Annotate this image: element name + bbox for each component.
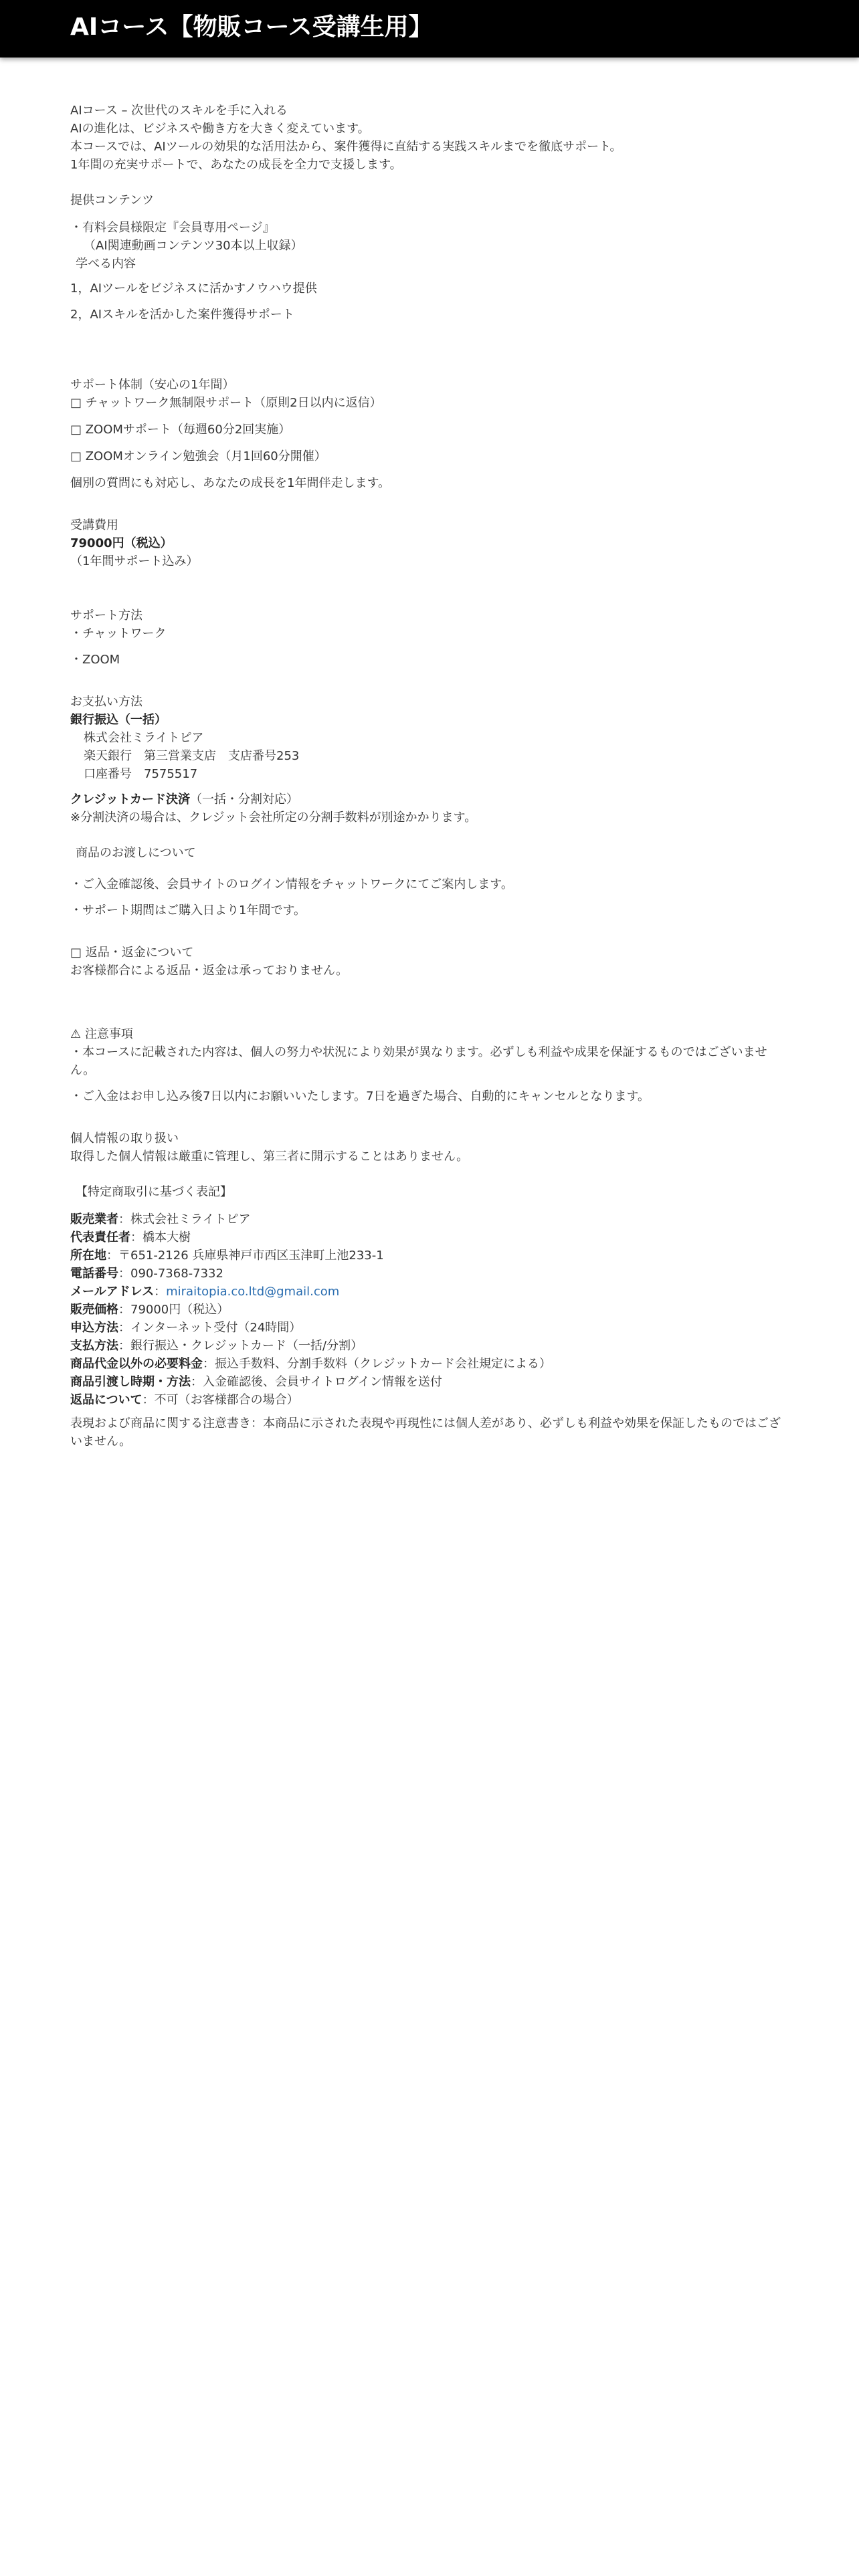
delivery-section: [70, 844, 789, 920]
legal-separator: ：: [154, 1285, 167, 1299]
list-item: □ ZOOMオンライン勉強会（月1回60分開催）: [70, 449, 326, 463]
fee-section: [70, 516, 789, 570]
privacy-text: 取得した個人情報は厳重に管理し、第三者に開示することはありません。: [70, 1150, 469, 1164]
refund-text: お客様都合による返品・返金は承っておりません。: [70, 964, 349, 978]
legal-label: 商品引渡し時期・方法: [70, 1375, 191, 1389]
legal-value: ：銀行振込・クレジットカード（一括/分割）: [118, 1339, 363, 1353]
list-item: ・本コースに記載された内容は、個人の努力や状況により効果が異なります。必ずしも利益や成果を保証するものではございません。: [70, 1045, 767, 1077]
section-heading: サポート体制（安心の1年間）: [70, 378, 235, 392]
fee-price: 79000円（税込）: [70, 536, 173, 550]
intro-line: AIの進化は、ビジネスや働き方を大きく変えています。: [70, 122, 370, 136]
method-section: [70, 607, 789, 669]
fee-note: （1年間サポート込み）: [70, 554, 199, 568]
legal-value: ：79000円（税込）: [118, 1303, 229, 1317]
legal-label: 支払方法: [70, 1339, 118, 1353]
intro-line: AIコース – 次世代のスキルを手に入れる: [70, 104, 288, 118]
section-heading: 商品のお渡しについて: [76, 846, 196, 860]
section-heading: お支払い方法: [70, 695, 142, 709]
contents-section: [70, 191, 789, 324]
list-item: □ チャットワーク無制限サポート（原則2日以内に返信）: [70, 396, 382, 410]
email-link[interactable]: miraitopia.co.ltd@gmail.com: [166, 1285, 340, 1299]
bank-account: 口座番号 7575517: [84, 767, 198, 781]
section-heading: 提供コンテンツ: [70, 193, 155, 207]
legal-label: 返品について: [70, 1393, 142, 1407]
legal-label: 販売業者: [70, 1212, 118, 1226]
intro-line: 本コースでは、AIツールの効果的な活用法から、案件獲得に直結する実践スキルまでを徹底サポート。: [70, 140, 622, 154]
list-item: 2，AIスキルを活かした案件獲得サポート: [70, 308, 294, 322]
list-item: ・有料会員様限定『会員専用ページ』: [70, 221, 275, 235]
legal-row-phone: [70, 1265, 789, 1283]
legal-value: ：インターネット受付（24時間）: [118, 1321, 302, 1335]
sub-heading: 学べる内容: [76, 257, 136, 271]
section-heading: ⚠ 注意事項: [70, 1027, 133, 1041]
section-heading: サポート方法: [70, 609, 142, 623]
legal-row-seller: [70, 1210, 789, 1228]
legal-label: 電話番号: [70, 1267, 118, 1281]
list-item: ・サポート期間はご購入日より1年間です。: [70, 903, 306, 918]
section-heading: □ 返品・返金について: [70, 946, 194, 960]
list-item: ・チャットワーク: [70, 627, 167, 641]
legal-label: 所在地: [70, 1249, 106, 1263]
list-item: ・ご入金確認後、会員サイトのログイン情報をチャットワークにてご案内します。: [70, 877, 513, 891]
section-heading: 受講費用: [70, 518, 118, 532]
legal-value: ：入金確認後、会員サイトログイン情報を送付: [191, 1375, 442, 1389]
legal-value: ：振込手数料、分割手数料（クレジットカード会社規定による）: [203, 1357, 552, 1371]
legal-label: メールアドレス: [70, 1285, 155, 1299]
legal-row-return: [70, 1391, 789, 1409]
section-heading: 【特定商取引に基づく表記】: [76, 1185, 232, 1199]
card-line: [70, 790, 789, 809]
legal-value: ：株式会社ミライトピア: [118, 1212, 251, 1226]
page-header: [0, 0, 859, 58]
card-suffix: （一括・分割対応）: [190, 792, 299, 807]
legal-row-rep: [70, 1228, 789, 1247]
legal-label: 代表責任者: [70, 1230, 130, 1245]
card-note: ※分割決済の場合は、クレジット会社所定の分割手数料が別途かかります。: [70, 811, 477, 825]
intro-section: [70, 102, 789, 174]
privacy-section: [70, 1130, 789, 1166]
legal-label: 商品代金以外の必要料金: [70, 1357, 203, 1371]
legal-row-address: [70, 1247, 789, 1265]
bank-branch: 楽天銀行 第三営業支店 支店番号253: [84, 749, 300, 763]
support-section: [70, 376, 789, 492]
page-title: AIコース【物販コース受講生用】: [70, 13, 433, 41]
legal-section: [70, 1183, 789, 1451]
legal-row-email: [70, 1283, 789, 1301]
legal-value: ：090-7368-7332: [118, 1267, 223, 1281]
caution-section: [70, 1025, 789, 1105]
card-label: クレジットカード決済: [70, 792, 191, 807]
section-heading: 個人情報の取り扱い: [70, 1132, 179, 1146]
list-item: □ ZOOMサポート（毎週60分2回実施）: [70, 423, 291, 437]
bank-label: 銀行振込（一括）: [70, 713, 167, 727]
legal-value: ：〒651-2126 兵庫県神戸市西区玉津町上池233-1: [106, 1249, 384, 1263]
support-note: 個別の質問にも対応し、あなたの成長を1年間伴走します。: [70, 476, 391, 490]
list-item: 1，AIツールをビジネスに活かすノウハウ提供: [70, 282, 317, 296]
main-content: [70, 102, 789, 1451]
legal-row-apply: [70, 1319, 789, 1337]
list-item: ・ご入金はお申し込み後7日以内にお願いいたします。7日を過ぎた場合、自動的にキャンセルとなります。: [70, 1089, 650, 1103]
legal-row-price: [70, 1301, 789, 1319]
intro-line: 1年間の充実サポートで、あなたの成長を全力で支援します。: [70, 158, 402, 172]
legal-label: 申込方法: [70, 1321, 118, 1335]
bank-company: 株式会社ミライトピア: [84, 731, 204, 745]
legal-row-paymethod: [70, 1337, 789, 1355]
legal-value: ：橋本大樹: [130, 1230, 191, 1245]
legal-value: ：不可（お客様都合の場合）: [142, 1393, 299, 1407]
list-item-sub: （AI関連動画コンテンツ30本以上収録）: [84, 239, 303, 253]
refund-section: [70, 944, 789, 980]
payment-section: [70, 693, 789, 827]
legal-row-fees: [70, 1355, 789, 1373]
list-item: ・ZOOM: [70, 653, 120, 667]
legal-row-delivery: [70, 1373, 789, 1391]
legal-disclaimer: 表現および商品に関する注意書き：本商品に示された表現や再現性には個人差があり、必ずしも利益や効果を保証したものではございません。: [70, 1416, 781, 1448]
legal-label: 販売価格: [70, 1303, 118, 1317]
